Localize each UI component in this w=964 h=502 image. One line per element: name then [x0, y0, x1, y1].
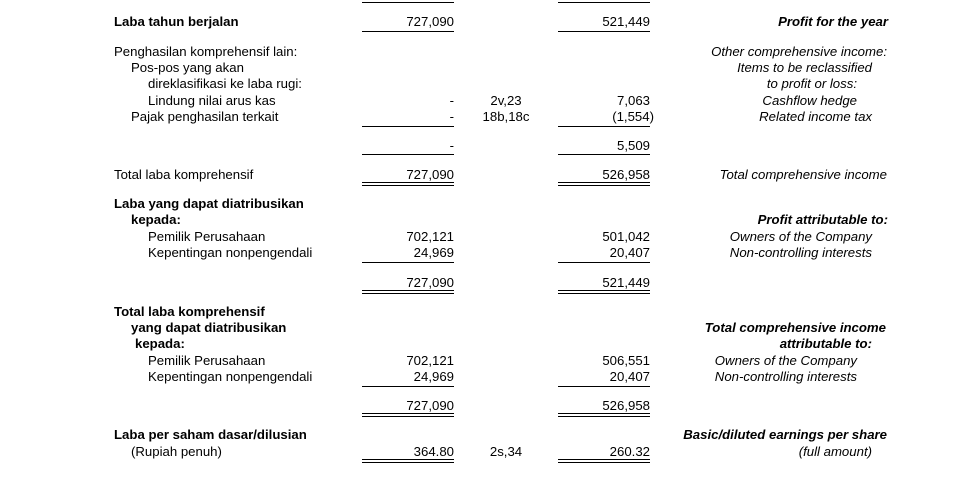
row-label-en: Profit for the year [778, 14, 888, 29]
value-2021: 727,090 [406, 167, 454, 182]
row-label-en: Non-controlling interests [714, 369, 857, 384]
value-2021: 24,969 [413, 369, 454, 384]
row-label-id: Total laba komprehensif [114, 167, 254, 182]
subtotal-2021: - [449, 138, 454, 153]
row-label-id: Kepentingan nonpengendali [148, 369, 313, 384]
section-label-id: yang dapat diatribusikan [131, 320, 287, 335]
total-2021: 727,090 [406, 398, 454, 413]
value-2021: 702,121 [406, 353, 454, 368]
row-label-id: Pemilik Perusahaan [148, 353, 266, 368]
value-2020: 260.32 [609, 444, 650, 459]
top-rule-2021 [362, 2, 454, 3]
sub-label-en: Items to be reclassified [737, 60, 872, 75]
section-label-id: Laba yang dapat diatribusikan [114, 196, 304, 211]
sub-label-id: Pos-pos yang akan [131, 60, 244, 75]
section-label-id: kepada: [131, 212, 181, 227]
row-label-id: Laba tahun berjalan [114, 14, 239, 29]
row-label-id: Pajak penghasilan terkait [131, 109, 279, 124]
row-label-en: Total comprehensive income [719, 167, 887, 182]
double-underline-2020 [558, 413, 650, 417]
value-2020: 506,551 [602, 353, 650, 368]
double-underline-2020 [558, 182, 650, 186]
section-label-en: Profit attributable to: [757, 212, 888, 227]
note-ref: 18b,18c [482, 109, 530, 124]
value-2020: 20,407 [609, 369, 650, 384]
row-sublabel-en: (full amount) [798, 444, 872, 459]
value-2021: 364.80 [413, 444, 454, 459]
underline-2020 [558, 386, 650, 387]
value-2020: (1,554) [612, 109, 654, 124]
underline-2020 [558, 126, 650, 127]
underline-2020 [558, 31, 650, 32]
double-underline-2021 [362, 413, 454, 417]
section-label-id: Penghasilan komprehensif lain: [114, 44, 298, 59]
double-underline-2020 [558, 459, 650, 463]
value-2021: 727,090 [406, 14, 454, 29]
section-label-en: Total comprehensive income [704, 320, 886, 335]
value-2020: 7,063 [616, 93, 650, 108]
value-2020: 501,042 [602, 229, 650, 244]
sub-label-id: direklasifikasi ke laba rugi: [148, 76, 302, 91]
value-2021: 24,969 [413, 245, 454, 260]
underline-2021 [362, 31, 454, 32]
row-label-en: Basic/diluted earnings per share [683, 427, 887, 442]
section-label-id: kepada: [135, 336, 185, 351]
subtotal-2020: 5,509 [616, 138, 650, 153]
value-2020: 526,958 [602, 167, 650, 182]
note-ref: 2s,34 [489, 444, 523, 459]
underline-2021 [362, 154, 454, 155]
total-2020: 526,958 [602, 398, 650, 413]
double-underline-2021 [362, 182, 454, 186]
top-rule-2020 [558, 2, 650, 3]
total-2020: 521,449 [602, 275, 650, 290]
underline-2020 [558, 154, 650, 155]
value-2021: - [449, 109, 454, 124]
double-underline-2020 [558, 290, 650, 294]
value-2020: 20,407 [609, 245, 650, 260]
section-label-id: Total laba komprehensif [114, 304, 265, 319]
row-label-id: Laba per saham dasar/dilusian [114, 427, 307, 442]
underline-2020 [558, 262, 650, 263]
row-label-id: Kepentingan nonpengendali [148, 245, 313, 260]
value-2021: - [449, 93, 454, 108]
row-label-id: Pemilik Perusahaan [148, 229, 266, 244]
underline-2021 [362, 262, 454, 263]
note-ref: 2v,23 [490, 93, 522, 108]
double-underline-2021 [362, 290, 454, 294]
row-label-id: Lindung nilai arus kas [148, 93, 276, 108]
row-label-en: Owners of the Company [714, 353, 857, 368]
value-2020: 521,449 [602, 14, 650, 29]
section-label-en: attributable to: [779, 336, 872, 351]
row-sublabel-id: (Rupiah penuh) [131, 444, 222, 459]
underline-2021 [362, 126, 454, 127]
row-label-en: Related income tax [759, 109, 872, 124]
row-label-en: Cashflow hedge [762, 93, 857, 108]
row-label-en: Non-controlling interests [729, 245, 872, 260]
total-2021: 727,090 [406, 275, 454, 290]
underline-2021 [362, 386, 454, 387]
double-underline-2021 [362, 459, 454, 463]
value-2021: 702,121 [406, 229, 454, 244]
row-label-en: Owners of the Company [729, 229, 872, 244]
sub-label-en: to profit or loss: [766, 76, 857, 91]
section-label-en: Other comprehensive income: [711, 44, 887, 59]
